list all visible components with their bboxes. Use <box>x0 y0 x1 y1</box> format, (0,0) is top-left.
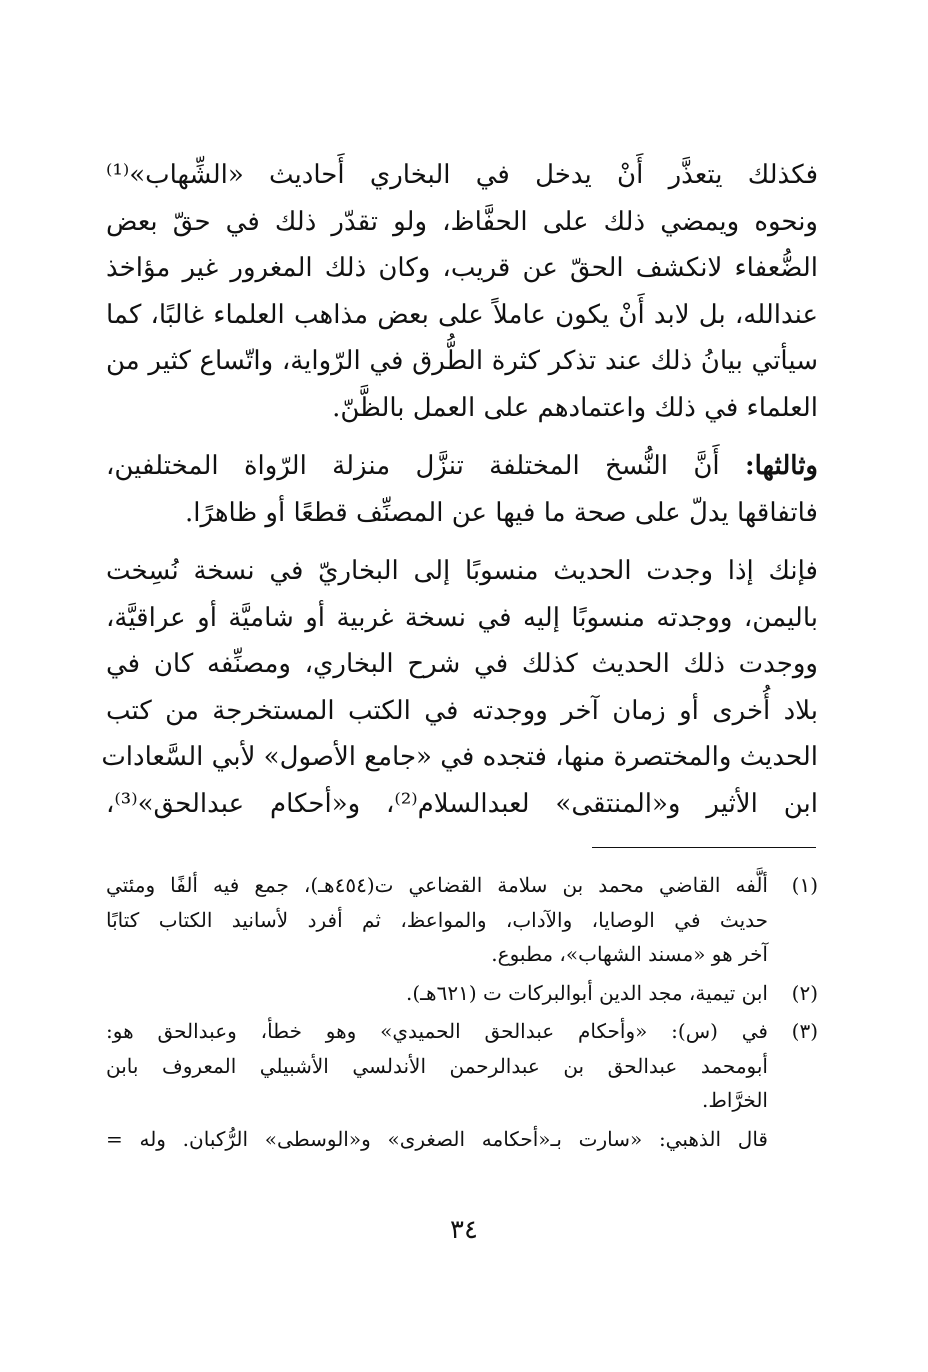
footnote-number-empty <box>768 1122 818 1157</box>
footnote-continuation <box>106 1122 818 1157</box>
footnote-number: (٢) <box>791 980 818 1005</box>
text-line: فإنك إذا وجدت الحديث منسوبًا إلى البخاريّ في نسخة نُسِخت <box>106 556 818 586</box>
footnote-line: ابن تيمية، مجد الدين أبوالبركات ت (٦٢١هـ). <box>406 980 768 1005</box>
text-line: ابن الأثير و«المنتقى» لعبدالسلام⁽²⁾، و«أحكام عبدالحق»⁽³⁾، <box>106 788 818 819</box>
footnote-line: ألَّفه القاضي محمد بن سلامة القضاعي ت(٤٥٤هـ)، جمع فيه ألفًا ومئتي <box>106 873 768 897</box>
footnote-body <box>106 1014 768 1118</box>
footnote-1 <box>106 868 818 972</box>
footnote-line: آخر هو «مسند الشهاب»، مطبوع. <box>491 942 768 966</box>
text-line: فاتفاقها يدلّ على صحة ما فيها عن المصنِّف قطعًا أو ظاهرًا. <box>185 497 818 528</box>
footnote-body <box>106 1122 768 1157</box>
footnote-number: (١) <box>791 873 818 897</box>
text-line: الحديث والمختصرة منها، فتجده في «جامع الأصول» لأبي السَّعادات <box>101 742 818 772</box>
text-line: الضُّعفاء لانكشف الحقّ عن قريب، وكان ذلك المغرور غير مؤاخذ <box>106 253 818 283</box>
footnote-number: (٣) <box>791 1019 818 1043</box>
main-text <box>101 152 818 839</box>
footnote-body <box>106 868 768 972</box>
text-line: العلماء في ذلك واعتمادهم على العمل بالظَّنّ. <box>332 392 818 423</box>
text-line <box>106 443 818 490</box>
text-line: عندالله، بل لابد أَنْ يكون عاملاً على بعض مذاهب العلماء غالبًا، كما <box>106 299 818 330</box>
text-line-rest: أَنَّ النُّسخ المختلفة تنزَّل منزلة الرّواة المختلفين، <box>106 451 745 481</box>
footnote-2 <box>106 976 818 1011</box>
footnote-line: أبومحمد عبدالحق بن عبدالرحمن الأندلسي الأشبيلي المعروف بابن <box>106 1053 768 1078</box>
paragraph-1 <box>106 152 818 431</box>
footnote-body <box>106 976 768 1011</box>
footnote-line: حديث في الوصايا، والآداب، والمواعظ، ثم أفرد لأسانيد الكتاب كتابًا <box>106 907 768 932</box>
page-number: ٣٤ <box>450 1215 478 1245</box>
text-line: ووجدت ذلك الحديث كذلك في شرح البخاري، ومصنِّفه كان في <box>106 649 818 679</box>
paragraph-3 <box>101 548 818 827</box>
footnote-line: الخرَّاط. <box>701 1088 768 1112</box>
text-line: باليمن، ووجدته منسوبًا إليه في نسخة غربية أو شاميَّة أو عراقيَّة، <box>106 602 818 633</box>
paragraph-2 <box>106 443 818 536</box>
footnotes <box>106 868 818 1160</box>
footnote-line: في (س): «وأحكام عبدالحق الحميدي» وهو خطأ، وعبدالحق هو: <box>106 1019 768 1043</box>
footnote-3 <box>106 1014 818 1118</box>
text-line: سيأتي بيانُ ذلك عند تذكر كثرة الطُّرق في الرّواية، واتّساع كثير من <box>106 346 818 376</box>
text-line: ونحوه ويمضي ذلك على الحفَّاظ، ولو تقدّر ذلك في حقّ بعض <box>106 206 818 237</box>
footnote-separator <box>592 847 816 848</box>
footnote-line: قال الذهبي: «سارت بـ«أحكامه الصغرى» و«الوسطى» الرُّكبان. وله = <box>106 1126 768 1151</box>
text-line: فكذلك يتعذَّر أَنْ يدخل في البخاري أَحاديث «الشِّهاب»⁽¹⁾ <box>106 160 818 190</box>
text-line: بلاد أُخرى أو زمان آخر ووجدته في الكتب المستخرجة من كتب <box>106 695 818 726</box>
paragraph-lead: وثالثها: <box>745 451 818 481</box>
